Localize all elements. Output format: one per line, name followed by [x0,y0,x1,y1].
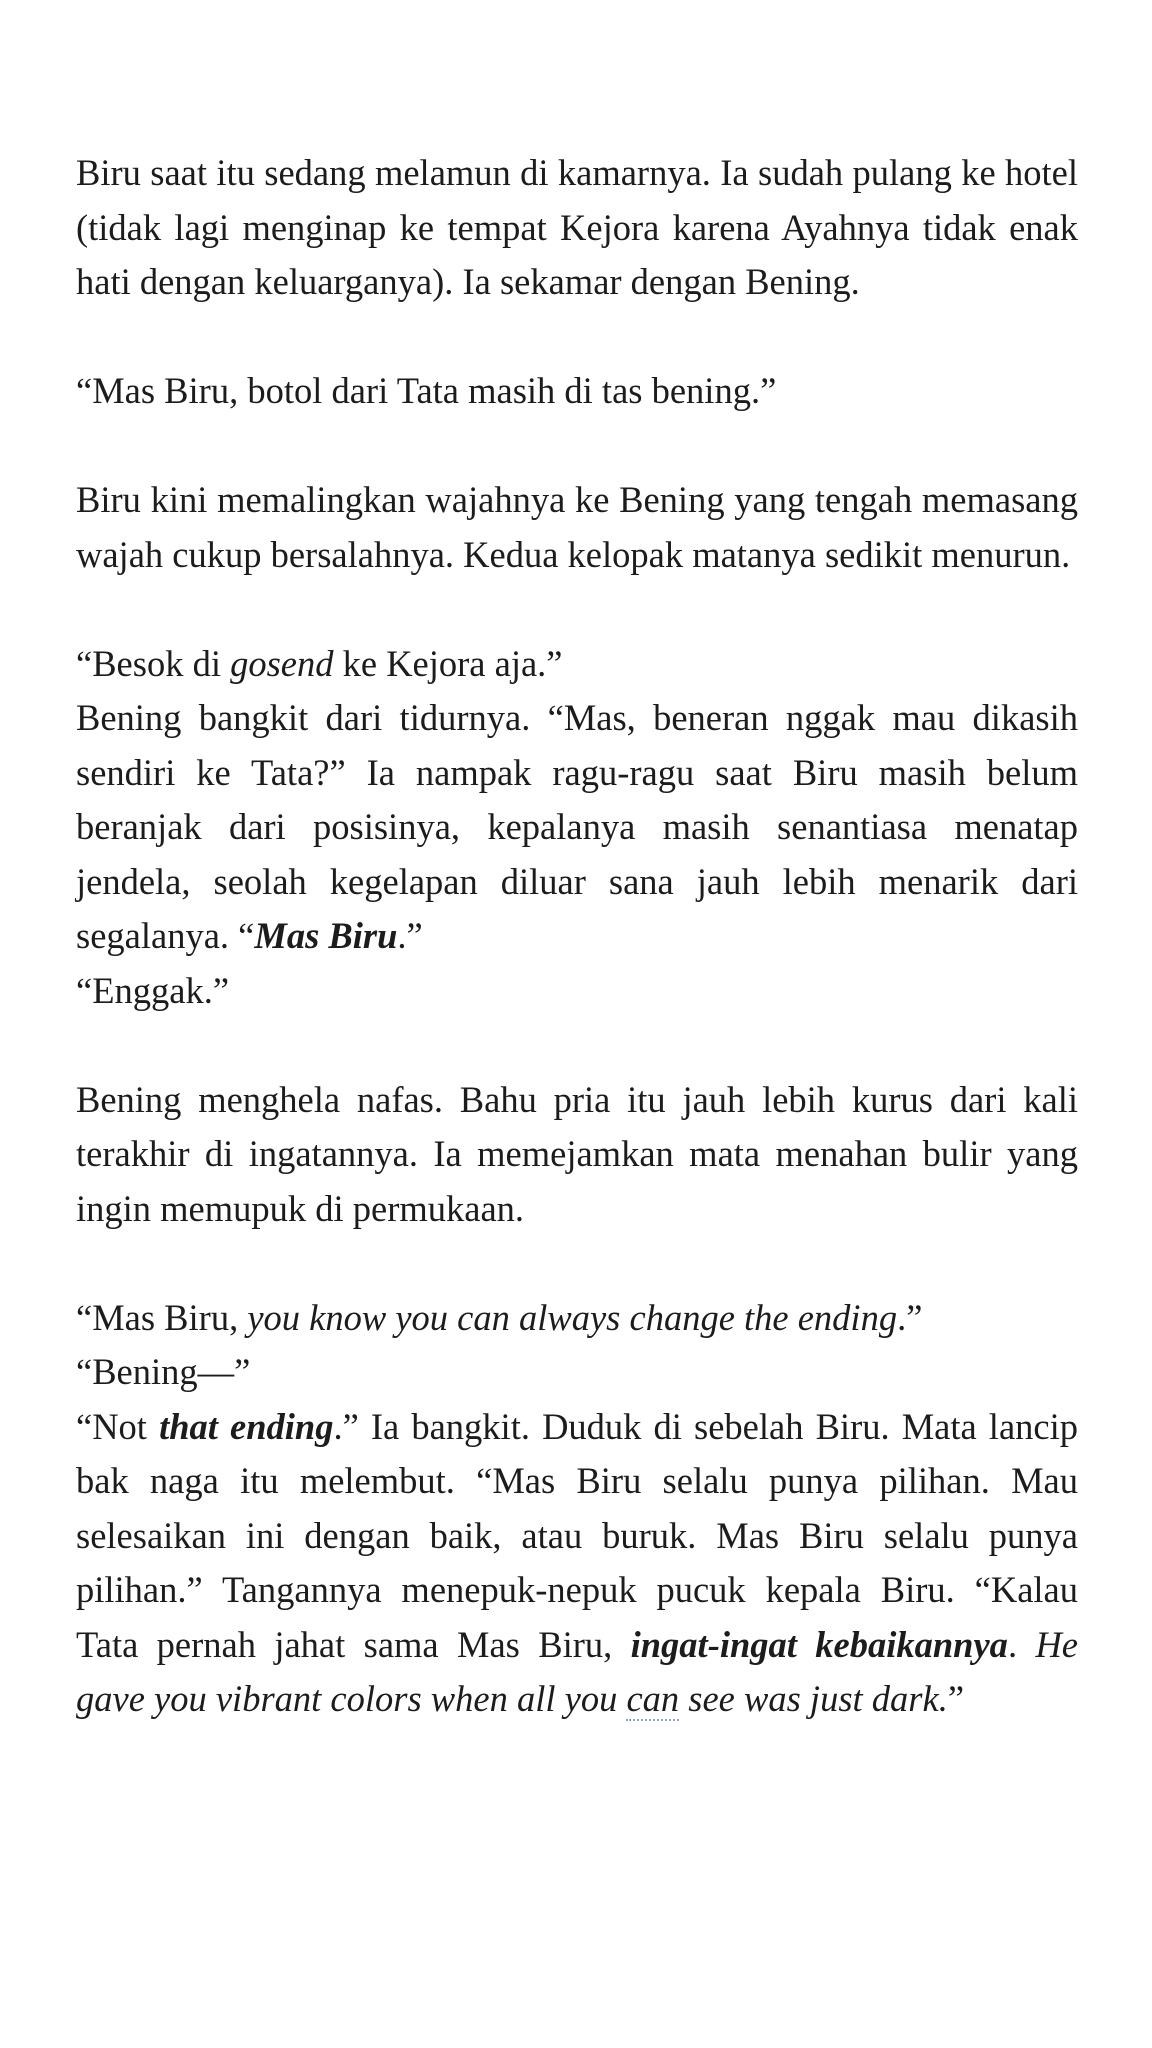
paragraph-7: Bening menghela nafas. Bahu pria itu jauh lebih kurus dari kali terakhir di ingatannya. Ia memejamkan mata menahan bulir yang ingin memupuk di permukaan. [76,1078,1078,1229]
text-run: . [1007,1623,1036,1665]
paragraph-5 [76,691,1078,964]
paragraph-10 [76,1400,1078,1727]
paragraph-2: “Mas Biru, botol dari Tata masih di tas bening.” [76,370,777,411]
paragraph-3: Biru kini memalingkan wajahnya ke Bening yang tengah memasang wajah cukup bersalahnya. Kedua kelopak matanya sedikit menurun. [76,479,1078,575]
paragraph-gap [76,419,1078,474]
italic-run: He gave you vibrant colors when all you [76,1623,1078,1719]
document-page [76,146,1078,1727]
text-run: “Mas Biru, [76,1296,248,1338]
bold-italic-run: that ending [159,1405,334,1447]
spellcheck-underlined-word[interactable]: can [626,1678,680,1719]
paragraph-1: Biru saat itu sedang melamun di kamarnya. Ia sudah pulang ke hotel (tidak lagi menginap ke tempat Kejora karena Ayahnya tidak enak hati dengan keluarganya). Ia sekamar dengan Bening. [76,152,1078,302]
paragraph-gap [76,1018,1078,1073]
text-run: .” [397,915,423,956]
italic-run: see was just dark. [679,1678,948,1719]
text-run: “Besok di [76,642,231,684]
text-run: .” Ia bangkit. Duduk di sebelah Biru. Mata lancip bak naga itu melembut. “Mas Biru selalu punya pilihan. Mau selesaikan ini dengan baik, atau buruk. Mas Biru selalu punya pilihan.” Tangannya menepuk-nepuk pucuk kepala Biru. “Kalau Tata pernah jahat sama Mas Biru, [76,1405,1078,1665]
paragraph-gap [76,1236,1078,1291]
paragraph-8 [76,1291,1078,1346]
italic-run: you know you can always change the ending [247,1296,898,1338]
text-run: ” [947,1678,965,1719]
paragraph-9: “Bening—” [76,1351,251,1392]
bold-italic-run: ingat-ingat kebaikannya [630,1623,1008,1665]
text-run: Bening bangkit dari tidurnya. “Mas, beneran nggak mau dikasih sendiri ke Tata?” Ia nampak ragu-ragu saat Biru masih belum beranjak dari posisinya, kepalanya masih senantiasa menatap jendela, seolah kegelapan diluar sana jauh lebih menarik dari segalanya. “ [76,697,1078,956]
paragraph-gap [76,582,1078,637]
italic-run: gosend [230,642,334,684]
paragraph-4 [76,637,1078,692]
text-run: .” [897,1296,923,1338]
paragraph-6: “Enggak.” [76,969,230,1011]
text-run: “Not [76,1405,160,1447]
text-run: ke Kejora aja.” [333,642,563,684]
bold-italic-run: Mas Biru [254,915,398,956]
paragraph-gap [76,310,1078,365]
